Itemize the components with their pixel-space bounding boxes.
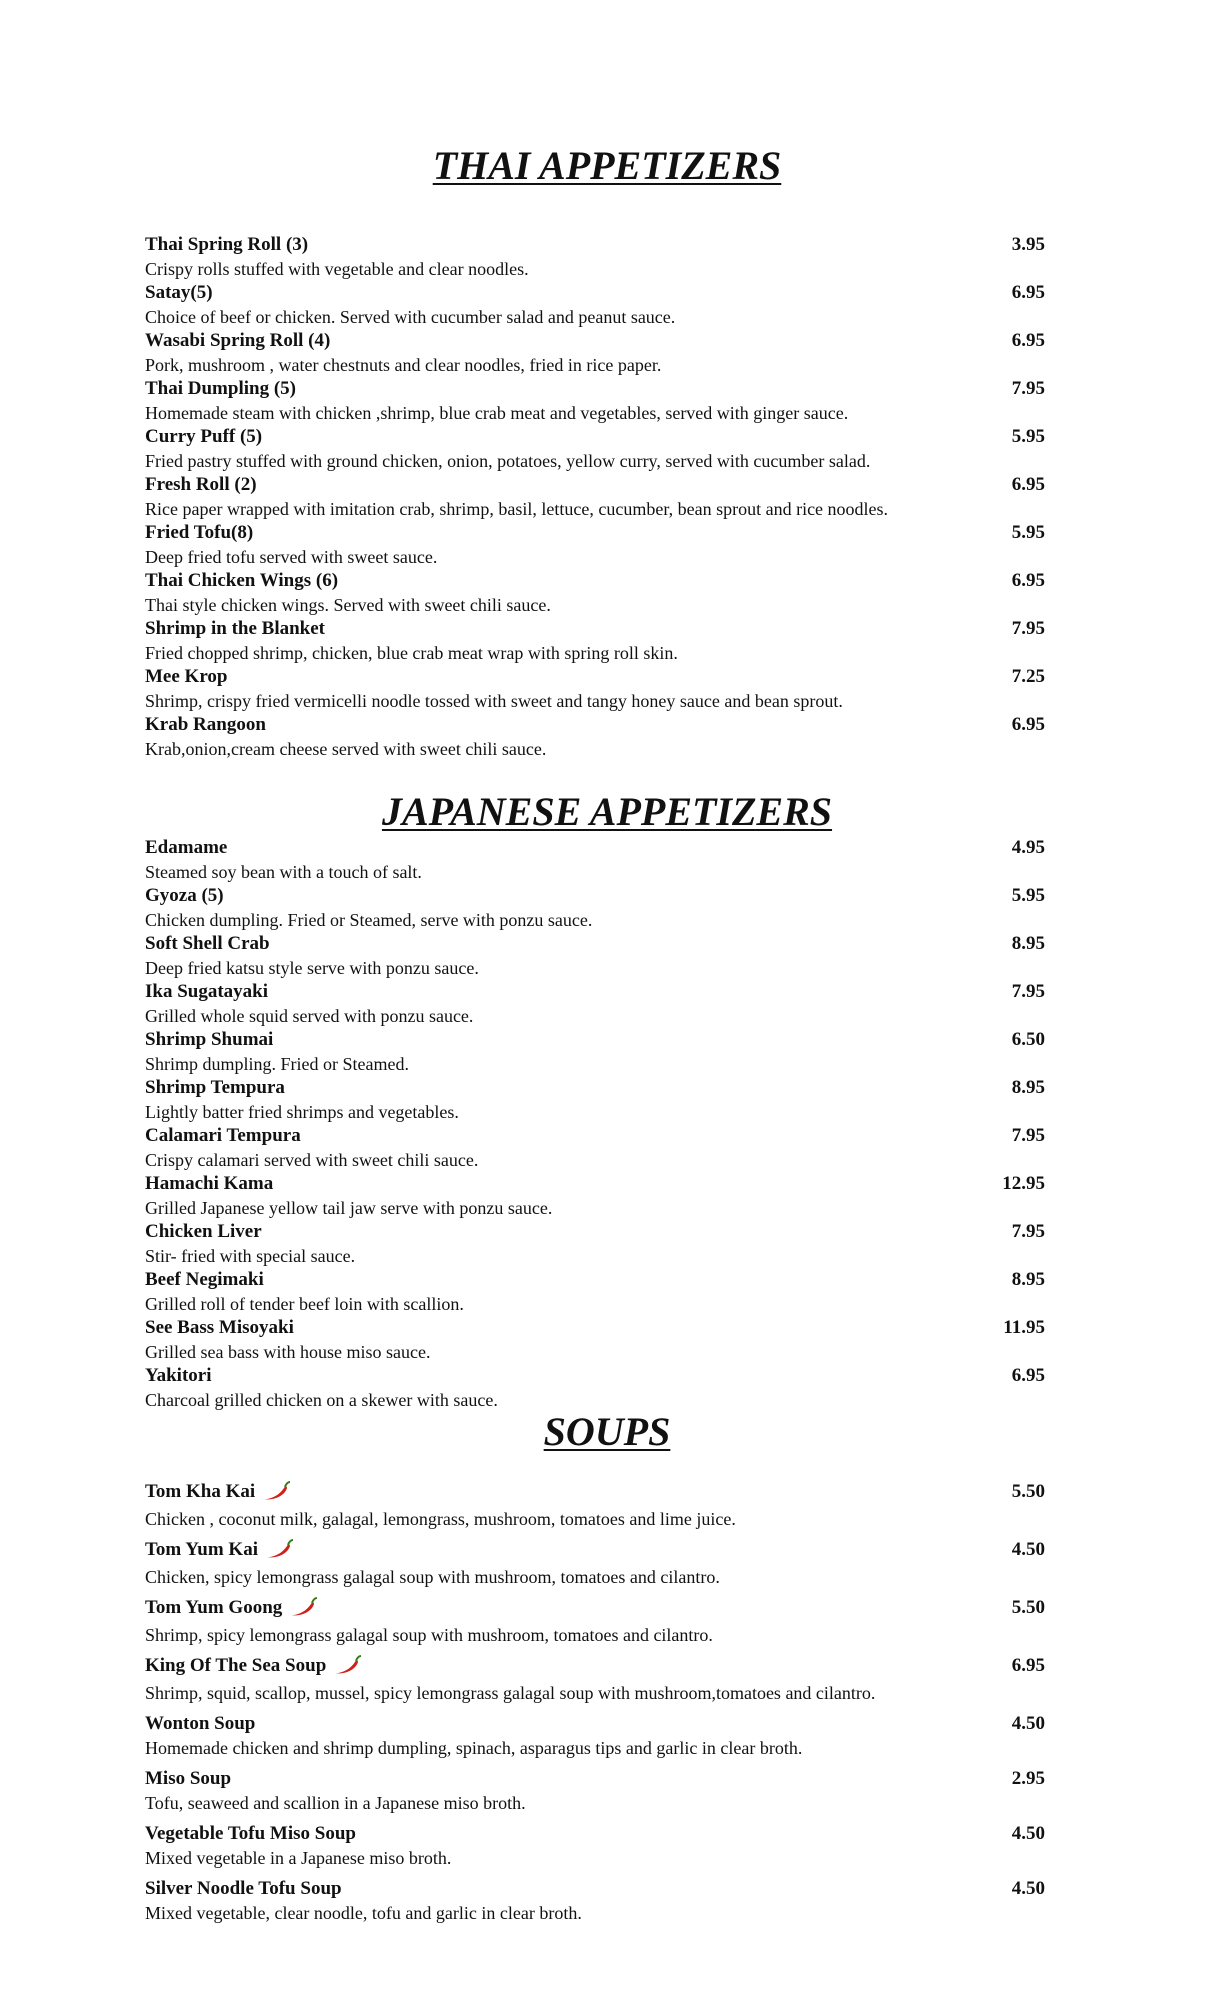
- menu-item-name: King Of The Sea Soup: [145, 1655, 327, 1677]
- menu-item-description: Deep fried tofu served with sweet sauce.: [145, 547, 438, 567]
- menu-item-description: Deep fried katsu style serve with ponzu sauce.: [145, 958, 479, 978]
- menu-item-price: 6.95: [1011, 330, 1045, 351]
- menu-item-description: Crispy calamari served with sweet chili sauce.: [145, 1150, 479, 1170]
- menu-item: [145, 1268, 1045, 1316]
- menu-item-name: Edamame: [145, 837, 228, 858]
- menu-item: [145, 1877, 1045, 1925]
- menu-item-description: Steamed soy bean with a touch of salt.: [145, 862, 422, 882]
- menu-item-description: Shrimp, crispy fried vermicelli noodle tossed with sweet and tangy honey sauce and bean sprout.: [145, 691, 843, 711]
- menu-item-price: 6.95: [1011, 1655, 1045, 1676]
- menu-item-description: Mixed vegetable, clear noodle, tofu and garlic in clear broth.: [145, 1903, 582, 1923]
- chili-pepper-icon: [288, 1596, 318, 1623]
- menu-item-description: Fried chopped shrimp, chicken, blue crab meat wrap with spring roll skin.: [145, 643, 678, 663]
- menu-item-name: Satay(5): [145, 282, 213, 303]
- menu-item-description: Rice paper wrapped with imitation crab, shrimp, basil, lettuce, cucumber, bean sprout and rice noodles.: [145, 499, 889, 519]
- menu-item: [145, 932, 1045, 980]
- menu-item: [145, 233, 1045, 281]
- menu-item-description: Chicken dumpling. Fried or Steamed, serve with ponzu sauce.: [145, 910, 593, 930]
- menu-item-name: See Bass Misoyaki: [145, 1317, 294, 1338]
- menu-item-price: 12.95: [1002, 1173, 1045, 1194]
- menu-item-price: 7.25: [1011, 666, 1045, 687]
- menu-item-name: Wasabi Spring Roll (4): [145, 330, 331, 351]
- menu-item-name: Mee Krop: [145, 666, 228, 687]
- menu-item-description: Chicken , coconut milk, galagal, lemongrass, mushroom, tomatoes and lime juice.: [145, 1509, 736, 1529]
- menu-item-price: 5.50: [1011, 1481, 1045, 1502]
- menu-item-name: Thai Chicken Wings (6): [145, 570, 339, 591]
- menu-item-price: 8.95: [1011, 1269, 1045, 1290]
- menu-item-description: Stir- fried with special sauce.: [145, 1246, 356, 1266]
- menu-item: [145, 1654, 1045, 1705]
- menu-item-description: Grilled roll of tender beef loin with scallion.: [145, 1294, 464, 1314]
- menu-item-description: Shrimp, spicy lemongrass galagal soup with mushroom, tomatoes and cilantro.: [145, 1625, 713, 1645]
- menu-item-description: Mixed vegetable in a Japanese miso broth.: [145, 1848, 452, 1868]
- menu-item-description: Pork, mushroom , water chestnuts and clear noodles, fried in rice paper.: [145, 355, 662, 375]
- menu-item-price: 5.95: [1011, 426, 1045, 447]
- menu-item-price: 6.95: [1011, 714, 1045, 735]
- menu-item-name: Soft Shell Crab: [145, 933, 270, 954]
- menu-item-price: 7.95: [1011, 1221, 1045, 1242]
- menu-item-name: Silver Noodle Tofu Soup: [145, 1878, 342, 1899]
- menu-item: [145, 521, 1045, 569]
- menu-item: [145, 569, 1045, 617]
- menu-item-price: 6.95: [1011, 1365, 1045, 1386]
- menu-item-name: Krab Rangoon: [145, 714, 266, 735]
- menu-item-description: Shrimp, squid, scallop, mussel, spicy lemongrass galagal soup with mushroom,tomatoes and cilantro.: [145, 1683, 876, 1703]
- menu-item: [145, 1124, 1045, 1172]
- menu-item-description: Tofu, seaweed and scallion in a Japanese miso broth.: [145, 1793, 526, 1813]
- menu-item: [145, 1596, 1045, 1647]
- menu-item-description: Krab,onion,cream cheese served with sweet chili sauce.: [145, 739, 547, 759]
- menu-item-name: Hamachi Kama: [145, 1173, 274, 1194]
- menu-item: [145, 980, 1045, 1028]
- chili-pepper-icon: [261, 1480, 291, 1507]
- menu-item: [145, 1480, 1045, 1531]
- menu-item: [145, 665, 1045, 713]
- menu-item-price: 6.95: [1011, 570, 1045, 591]
- menu-item-price: 6.50: [1011, 1029, 1045, 1050]
- thai-appetizers-section: [145, 233, 1045, 761]
- menu-item-description: Choice of beef or chicken. Served with cucumber salad and peanut sauce.: [145, 307, 676, 327]
- soups-title: SOUPS: [543, 1409, 671, 1454]
- menu-item-name: Vegetable Tofu Miso Soup: [145, 1823, 356, 1844]
- menu-item-price: 4.50: [1011, 1713, 1045, 1734]
- menu-item: [145, 329, 1045, 377]
- menu-item-description: Fried pastry stuffed with ground chicken, onion, potatoes, yellow curry, served with cucumber salad.: [145, 451, 871, 471]
- menu-item-price: 7.95: [1011, 981, 1045, 1002]
- menu-item-description: Chicken, spicy lemongrass galagal soup with mushroom, tomatoes and cilantro.: [145, 1567, 720, 1587]
- menu-item-name: Shrimp in the Blanket: [145, 618, 326, 639]
- menu-item-price: 6.95: [1011, 282, 1045, 303]
- menu-item-name: Fried Tofu(8): [145, 522, 254, 543]
- japanese-appetizers-section: [145, 836, 1045, 1412]
- menu-item-price: 2.95: [1011, 1768, 1045, 1789]
- menu-item-name: Curry Puff (5): [145, 426, 263, 447]
- menu-item: [145, 1316, 1045, 1364]
- menu-item-name: Thai Spring Roll (3): [145, 234, 309, 255]
- menu-item: [145, 473, 1045, 521]
- menu-item-description: Grilled whole squid served with ponzu sauce.: [145, 1006, 474, 1026]
- menu-item-name: Miso Soup: [145, 1768, 232, 1789]
- menu-item: [145, 1712, 1045, 1760]
- menu-item-price: 5.50: [1011, 1597, 1045, 1618]
- menu-item-description: Homemade chicken and shrimp dumpling, spinach, asparagus tips and garlic in clear broth.: [145, 1738, 803, 1758]
- menu-item-price: 7.95: [1011, 1125, 1045, 1146]
- menu-item-name: Beef Negimaki: [145, 1269, 264, 1290]
- menu-item: [145, 377, 1045, 425]
- menu-item-price: 4.50: [1011, 1539, 1045, 1560]
- menu-item-price: 8.95: [1011, 933, 1045, 954]
- menu-item-description: Homemade steam with chicken ,shrimp, blue crab meat and vegetables, served with ginger sauce.: [145, 403, 849, 423]
- menu-item-description: Thai style chicken wings. Served with sweet chili sauce.: [145, 595, 551, 615]
- menu-item-description: Crispy rolls stuffed with vegetable and clear noodles.: [145, 259, 529, 279]
- menu-item: [145, 713, 1045, 761]
- menu-item: [145, 884, 1045, 932]
- menu-item-name: Gyoza (5): [145, 885, 224, 906]
- menu-item: [145, 1076, 1045, 1124]
- menu-item: [145, 1364, 1045, 1412]
- menu-item: [145, 1220, 1045, 1268]
- menu-item: [145, 425, 1045, 473]
- menu-item-price: 8.95: [1011, 1077, 1045, 1098]
- chili-pepper-icon: [332, 1654, 362, 1681]
- menu-item-price: 5.95: [1011, 885, 1045, 906]
- menu-item-name: Chicken Liver: [145, 1221, 262, 1242]
- menu-item-name: Shrimp Shumai: [145, 1029, 274, 1050]
- menu-item: [145, 836, 1045, 884]
- thai-appetizers-title: THAI APPETIZERS: [432, 143, 782, 188]
- menu-item-price: 11.95: [1003, 1317, 1045, 1338]
- menu-item-name: Tom Yum Kai: [145, 1539, 258, 1561]
- menu-item-price: 6.95: [1011, 474, 1045, 495]
- chili-pepper-icon: [264, 1538, 294, 1565]
- menu-item-name: Ika Sugatayaki: [145, 981, 269, 1002]
- menu-item-name: Calamari Tempura: [145, 1125, 301, 1146]
- menu-item-description: Grilled sea bass with house miso sauce.: [145, 1342, 431, 1362]
- menu-item-price: 4.50: [1011, 1878, 1045, 1899]
- menu-item-description: Lightly batter fried shrimps and vegetables.: [145, 1102, 459, 1122]
- menu-item: [145, 617, 1045, 665]
- menu-item-name: Wonton Soup: [145, 1713, 256, 1734]
- menu-item: [145, 1028, 1045, 1076]
- menu-item-description: Grilled Japanese yellow tail jaw serve with ponzu sauce.: [145, 1198, 553, 1218]
- menu-item-name: Tom Kha Kai: [145, 1481, 256, 1503]
- menu-item-price: 7.95: [1011, 378, 1045, 399]
- menu-item: [145, 1822, 1045, 1870]
- soups-section: [145, 1480, 1045, 1932]
- menu-item-description: Shrimp dumpling. Fried or Steamed.: [145, 1054, 409, 1074]
- menu-item: [145, 1767, 1045, 1815]
- menu-item-name: Yakitori: [145, 1365, 212, 1386]
- menu-item: [145, 1172, 1045, 1220]
- menu-item-price: 3.95: [1011, 234, 1045, 255]
- menu-item-name: Fresh Roll (2): [145, 474, 257, 495]
- menu-item-price: 4.95: [1011, 837, 1045, 858]
- menu-item-description: Charcoal grilled chicken on a skewer with sauce.: [145, 1390, 498, 1410]
- menu-item-price: 5.95: [1011, 522, 1045, 543]
- menu-item: [145, 1538, 1045, 1589]
- menu-item-name: Tom Yum Goong: [145, 1597, 283, 1619]
- menu-item-name: Thai Dumpling (5): [145, 378, 296, 399]
- menu-item: [145, 281, 1045, 329]
- menu-item-price: 7.95: [1011, 618, 1045, 639]
- menu-item-name: Shrimp Tempura: [145, 1077, 285, 1098]
- japanese-appetizers-title: JAPANESE APPETIZERS: [381, 789, 833, 834]
- menu-item-price: 4.50: [1011, 1823, 1045, 1844]
